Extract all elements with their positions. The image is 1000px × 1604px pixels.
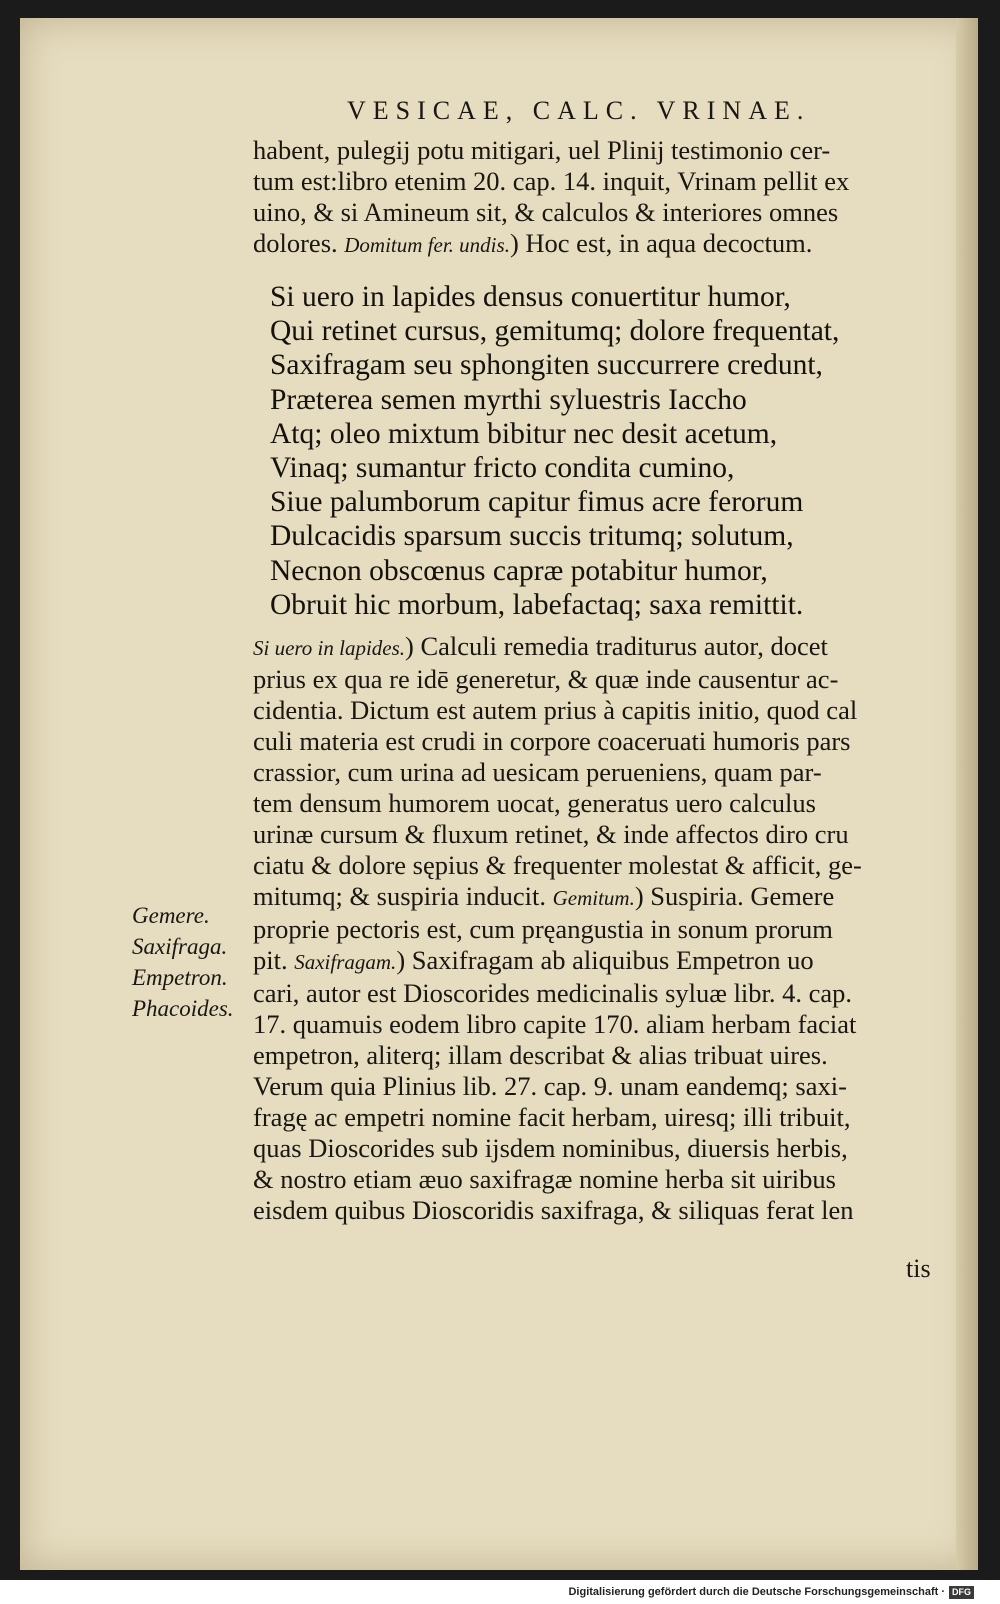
margin-notes — [132, 900, 234, 1024]
commentary-text: ) Calculi remedia traditurus autor, docet — [405, 631, 828, 661]
funding-footer — [568, 1586, 974, 1599]
margin-note: Phacoides. — [132, 996, 234, 1021]
prose-line: habent, pulegij potu mitigari, uel Plinij testimonio cer- — [253, 135, 831, 165]
dfg-logo: DFG — [949, 1586, 974, 1599]
margin-note: Empetron. — [132, 965, 228, 990]
opening-prose — [253, 135, 943, 261]
commentary-line — [253, 631, 943, 664]
prose-line: tum est:libro etenim 20. cap. 14. inquit, Vrinam pellit ex — [253, 166, 850, 196]
commentary-line: proprie pectoris est, cum pręangustia in sonum prorum — [253, 914, 833, 944]
commentary-text: ) Suspiria. Gemere — [634, 881, 835, 911]
verse-line: Dulcacidis sparsum succis tritumq; solutum, — [270, 520, 794, 553]
commentary-line: crassior, cum urina ad uesicam perueniens, quam par- — [253, 757, 822, 787]
lemma-reference: Si uero in lapides. — [253, 636, 406, 660]
commentary-line: Verum quia Plinius lib. 27. cap. 9. unam eandemq; saxi- — [253, 1071, 847, 1101]
verse-line: Præterea semen myrthi syluestris Iaccho — [270, 383, 747, 416]
commentary-text: mitumq; & suspiria inducit. — [253, 881, 546, 911]
commentary-line: quas Dioscorides sub ijsdem nominibus, diuersis herbis, — [253, 1133, 848, 1163]
verse-line: Si uero in lapides densus conuertitur humor, — [270, 281, 791, 313]
prose-line — [253, 228, 943, 261]
commentary-line — [253, 945, 943, 978]
commentary-line: empetron, aliterq; illam describat & alias tribuat uires. — [253, 1040, 828, 1070]
verse-line: Saxifragam seu sphongiten succurrere credunt, — [270, 349, 823, 382]
verse-line: Vinaq; sumantur fricto condita cumino, — [270, 452, 735, 485]
prose-text: ) Hoc est, in aqua decoctum. — [509, 228, 813, 258]
commentary-block — [253, 631, 943, 1226]
commentary-line: tem densum humorem uocat, generatus uero calculus — [253, 788, 816, 818]
commentary-text: ) Saxifragam ab aliquibus Empetron uo — [396, 945, 814, 975]
running-head: VESICAE, CALC. VRINAE. — [347, 96, 811, 125]
prose-text: dolores. — [253, 228, 338, 258]
commentary-line: eisdem quibus Dioscoridis saxifraga, & siliquas ferat len — [253, 1195, 854, 1225]
lemma-reference: Saxifragam. — [294, 950, 397, 974]
lemma-reference: Domitum fer. undis. — [344, 233, 510, 257]
verse-line: Atq; oleo mixtum bibitur nec desit acetum, — [270, 417, 778, 450]
footer-text: Digitalisierung gefördert durch die Deutsche Forschungsgemeinschaft · — [568, 1586, 945, 1598]
margin-note: Gemere. — [132, 903, 210, 928]
lemma-reference: Gemitum. — [552, 886, 635, 910]
commentary-line: & nostro etiam æuo saxifragæ nomine herba sit uiribus — [253, 1164, 836, 1194]
commentary-line: ciatu & dolore sępius & frequenter molestat & afficit, ge- — [253, 850, 862, 880]
verse-line: Obruit hic morbum, labefactaq; saxa remittit. — [270, 588, 804, 621]
commentary-line: culi materia est crudi in corpore coaceruati humoris pars — [253, 726, 851, 756]
verse-line: Siue palumborum capitur fimus acre ferorum — [270, 486, 804, 519]
commentary-text: pit. — [253, 945, 288, 975]
commentary-line: cari, autor est Dioscorides medicinalis syluæ libr. 4. cap. — [253, 978, 853, 1008]
commentary-line: fragę ac empetri nomine facit herbam, uiresq; illi tribuit, — [253, 1102, 851, 1132]
commentary-line — [253, 881, 943, 914]
margin-note: Saxifraga. — [132, 934, 228, 959]
catchword: tis — [906, 1254, 931, 1283]
verse-line: Necnon obscœnus capræ potabitur humor, — [270, 554, 768, 587]
verse-line: Qui retinet cursus, gemitumq; dolore frequentat, — [270, 315, 840, 348]
prose-line: uino, & si Amineum sit, & calculos & interiores omnes — [253, 197, 839, 227]
verse-block — [270, 280, 950, 622]
commentary-line: urinæ cursum & fluxum retinet, & inde affectos diro cru — [253, 819, 849, 849]
commentary-line: prius ex qua re idē generetur, & quæ inde causentur ac- — [253, 664, 839, 694]
page-edge — [956, 18, 978, 1570]
commentary-line: 17. quamuis eodem libro capite 170. aliam herbam faciat — [253, 1009, 857, 1039]
commentary-line: cidentia. Dictum est autem prius à capitis initio, quod cal — [253, 695, 858, 725]
